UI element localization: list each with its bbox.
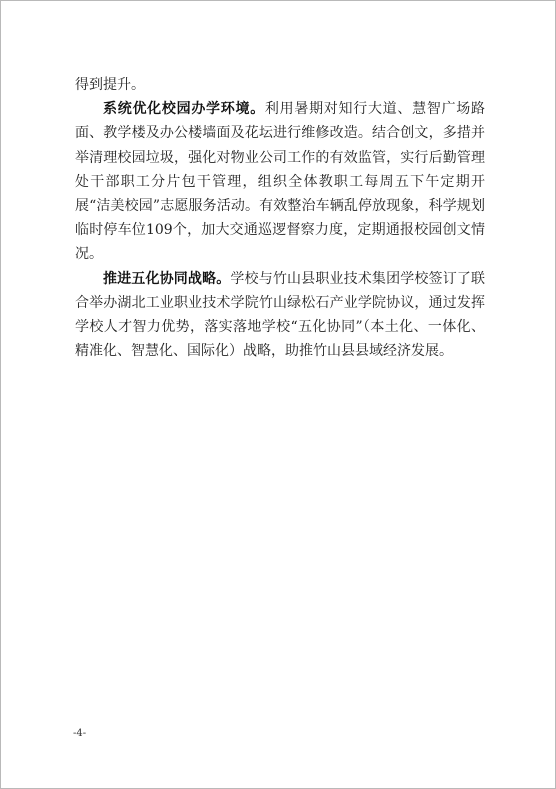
paragraph-continuation [75, 73, 485, 97]
paragraph-campus-environment [75, 97, 485, 266]
paragraph-text: 学校与竹山县职业技术集团学校签订了联合举办湖北工业职业技术学院竹山绿松石产业学院协议，通过发挥学校人才智力优势，落实落地学校“五化协同”（本土化、一体化、精准化、智慧化、国际化）战略，助推竹山县县域经济发展。 [75, 270, 486, 360]
paragraph-text: 得到提升。 [75, 77, 145, 93]
paragraph-text: 利用暑期对知行大道、慧智广场路面、教学楼及办公楼墙面及花坛进行维修改造。结合创文，多措并举清理校园垃圾，强化对物业公司工作的有效监管，实行后勤管理处干部职工分片包干管理，组织全体教职工每周五下午定期开展“洁美校园”志愿服务活动。有效整治车辆乱停放现象，科学规划临时停车位109个，加大交通巡逻督察力度，定期通报校园创文情况。 [75, 101, 486, 263]
paragraph-five-synergy-strategy [75, 267, 485, 364]
paragraph-heading: 系统优化校园办学环境。 [103, 101, 265, 118]
page-number: -4- [73, 728, 87, 739]
paragraph-heading: 推进五化协同战略。 [103, 270, 231, 287]
page-body [75, 73, 485, 363]
